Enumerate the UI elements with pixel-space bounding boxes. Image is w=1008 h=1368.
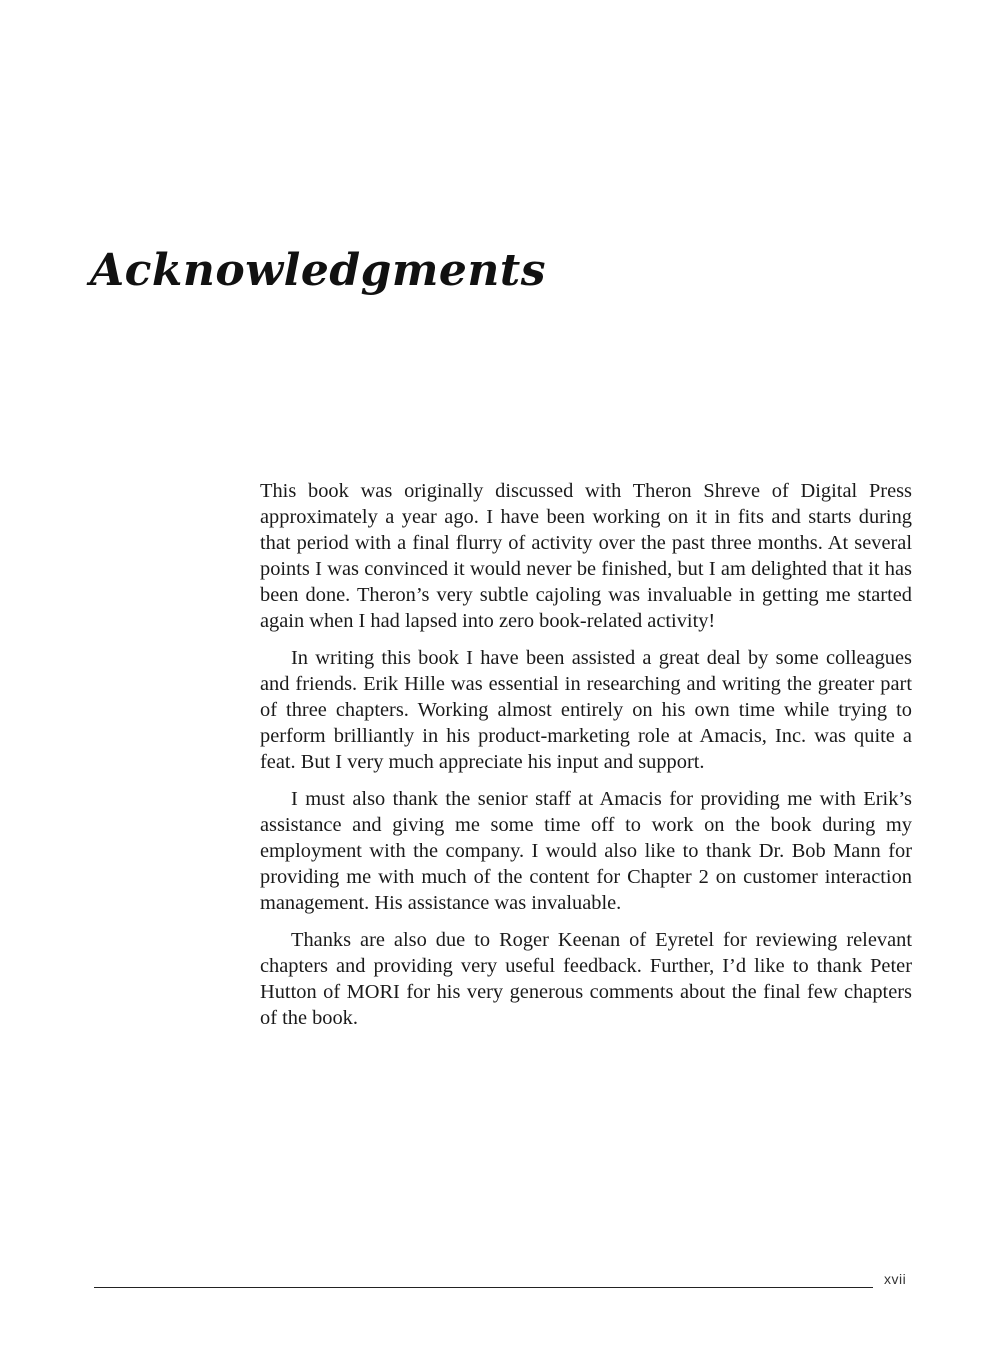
acknowledgments-body [260,478,912,1042]
paragraph-2: In writing this book I have been assisted a great deal by some colleagues and friends. Erik Hille was essential in researching and writing the greater part of three chapters. Working almost entirely on his own time while trying to perform brilliantly in his product-marketing role at Amacis, Inc. was quite a feat. But I very much appreciate his input and support. [260,647,912,773]
paragraph-3: I must also thank the senior staff at Amacis for providing me with Erik’s assistance and giving me some time off to work on the book during my employment with the company. I would also like to thank Dr. Bob Mann for providing me with much of the content for Chapter 2 on customer interaction management. His assistance was invaluable. [260,788,912,914]
footer-rule [94,1287,873,1288]
page-number: xvii [884,1271,907,1287]
page-title: Acknowledgments [90,245,547,296]
paragraph-4: Thanks are also due to Roger Keenan of Eyretel for reviewing relevant chapters and providing very useful feedback. Further, I’d like to thank Peter Hutton of MORI for his very generous comments about the final few chapters of the book. [260,929,912,1029]
paragraph-1: This book was originally discussed with Theron Shreve of Digital Press approximately a year ago. I have been working on it in fits and starts during that period with a final flurry of activity over the past three months. At several points I was convinced it would never be finished, but I am delighted that it has been done. Theron’s very subtle cajoling was invaluable in getting me started again when I had lapsed into zero book-related activity! [260,480,912,632]
